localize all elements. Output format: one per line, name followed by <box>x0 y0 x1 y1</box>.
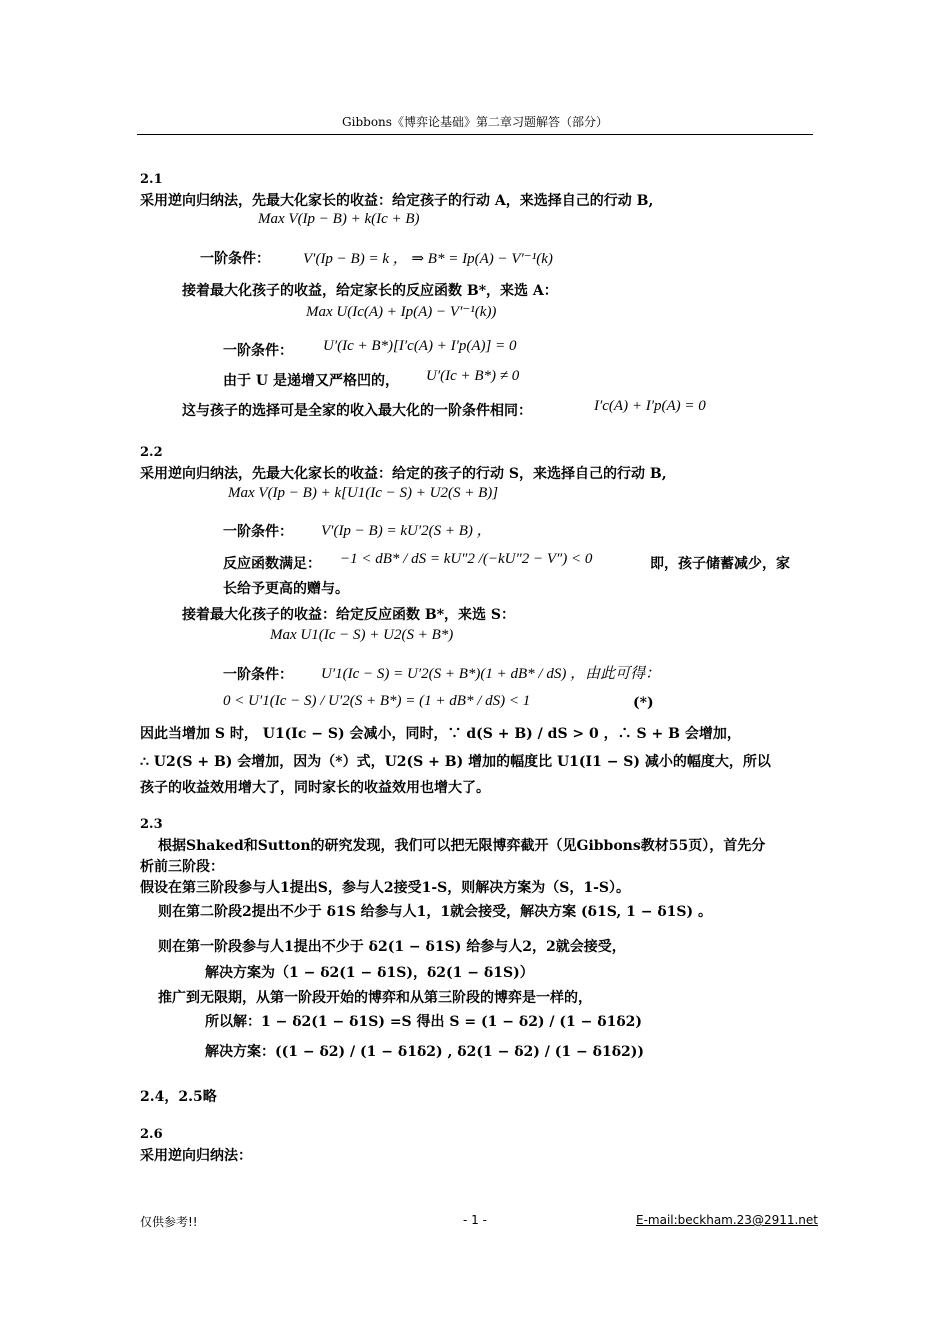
section-2-2-formula-5: Max U1(Ic − S) + U2(S + B*) <box>270 627 454 643</box>
section-2-2-formula-3: −1 < dB* / dS = kU″2 /(−kU″2 − V″) < 0 <box>340 551 593 567</box>
section-2-3-number: 2.3 <box>140 817 163 832</box>
section-2-2-star-marker: (*) <box>633 695 654 711</box>
section-2-6-line-1: 采用逆向归纳法： <box>140 1148 252 1164</box>
section-2-2-line-8: 因此当增加 S 时， U1(Ic − S) 会减小，同时，∵ d(S + B) / dS > 0 ，∴ S + B 会增加， <box>140 726 741 742</box>
section-2-1-formula-5: U′(Ic + B*) ≠ 0 <box>426 368 520 384</box>
section-2-1-line-1: 采用逆向归纳法，先最大化家长的收益：给定孩子的行动 A，来选择自己的行动 B, <box>140 193 654 209</box>
section-2-1-formula-1: Max V(Ip − B) + k(Ic + B) <box>258 211 420 227</box>
section-2-2-formula-7: 0 < U′1(Ic − S) / U′2(S + B*) = (1 + dB* / dS) < 1 <box>223 693 531 709</box>
section-2-1-line-3: 接着最大化孩子的收益，给定家长的反应函数 B*，来选 A： <box>182 283 558 299</box>
section-2-1-label-foc: 一阶条件： <box>200 251 270 267</box>
section-2-2-formula-2: V′(Ip − B) = kU′2(S + B) ， <box>321 523 492 539</box>
page-header: Gibbons《博弈论基础》第二章习题解答（部分） <box>137 113 813 135</box>
section-2-2-label-foc-2: 一阶条件： <box>223 667 293 683</box>
section-2-3-line-7: 推广到无限期，从第一阶段开始的博弈和从第三阶段的博弈是一样的， <box>158 990 592 1006</box>
section-2-3-line-2: 析前三阶段： <box>140 859 224 875</box>
section-2-1-number: 2.1 <box>140 172 163 187</box>
section-2-2-line-10: 孩子的收益效用增大了，同时家长的收益效用也增大了。 <box>140 780 490 796</box>
section-2-2-label-foc: 一阶条件： <box>223 524 293 540</box>
section-2-2-line-3b: 即，孩子储蓄减少，家 <box>650 556 790 572</box>
section-2-4-2-5: 2.4，2.5略 <box>140 1089 217 1105</box>
section-2-3-line-5: 则在第一阶段参与人1提出不少于 δ2(1 − δ1S) 给参与人2，2就会接受， <box>158 939 626 955</box>
section-2-6-number: 2.6 <box>140 1127 163 1142</box>
section-2-1-line-5: 由于 U 是递增又严格凹的， <box>223 373 399 389</box>
section-2-2-line-4: 长给予更高的赠与。 <box>223 581 349 597</box>
section-2-1-line-6: 这与孩子的选择可是全家的收入最大化的一阶条件相同： <box>182 403 532 419</box>
section-2-2-formula-1: Max V(Ip − B) + k[U1(Ic − S) + U2(S + B)] <box>228 485 499 501</box>
section-2-1-formula-6: I′c(A) + I′p(A) = 0 <box>594 398 706 414</box>
section-2-1-formula-3: Max U(Ic(A) + Ip(A) − V′⁻¹(k)) <box>306 304 497 320</box>
section-2-3-line-8: 所以解：1 − δ2(1 − δ1S) =S 得出 S = (1 − δ2) / (1 − δ1δ2) <box>205 1014 643 1030</box>
section-2-3-line-6: 解决方案为（1 − δ2(1 − δ1S)，δ2(1 − δ1S)） <box>205 965 534 981</box>
section-2-2-formula-6: U′1(Ic − S) = U′2(S + B*)(1 + dB* / dS) ，由此可得： <box>321 666 661 682</box>
section-2-3-line-1: 根据Shaked和Sutton的研究发现，我们可以把无限博弈截开（见Gibbons教材55页），首先分 <box>158 838 766 854</box>
section-2-1-formula-4: U′(Ic + B*)[I′c(A) + I′p(A)] = 0 <box>323 338 517 354</box>
section-2-2-number: 2.2 <box>140 445 163 460</box>
footer-email-link[interactable]: E-mail:beckham.23@2911.net <box>636 1213 818 1227</box>
footer-note: 仅供参考!! <box>140 1215 198 1229</box>
section-2-2-line-1: 采用逆向归纳法，先最大化家长的收益：给定的孩子的行动 S，来选择自己的行动 B, <box>140 466 667 482</box>
section-2-2-line-5: 接着最大化孩子的收益：给定反应函数 B*，来选 S： <box>182 607 516 623</box>
section-2-2-line-9: ∴ U2(S + B) 会增加，因为（*）式，U2(S + B) 增加的幅度比 U1(I1 − S) 减小的幅度大，所以 <box>140 754 771 770</box>
section-2-3-line-4: 则在第二阶段2提出不少于 δ1S 给参与人1，1就会接受，解决方案 (δ1S, 1 − δ1S) 。 <box>158 904 713 920</box>
section-2-1-formula-2: V′(Ip − B) = k ， ⇒ B* = Ip(A) − V′⁻¹(k) <box>303 251 553 267</box>
section-2-3-line-9: 解决方案：((1 − δ2) / (1 − δ1δ2) , δ2(1 − δ2) / (1 − δ1δ2)) <box>205 1044 645 1060</box>
section-2-2-label-reaction: 反应函数满足： <box>223 556 321 572</box>
section-2-1-label-foc-2: 一阶条件： <box>223 343 293 359</box>
footer-page-number: - 1 - <box>463 1213 487 1227</box>
section-2-3-line-3: 假设在第三阶段参与人1提出S，参与人2接受1-S，则解决方案为（S，1-S）。 <box>140 880 631 896</box>
